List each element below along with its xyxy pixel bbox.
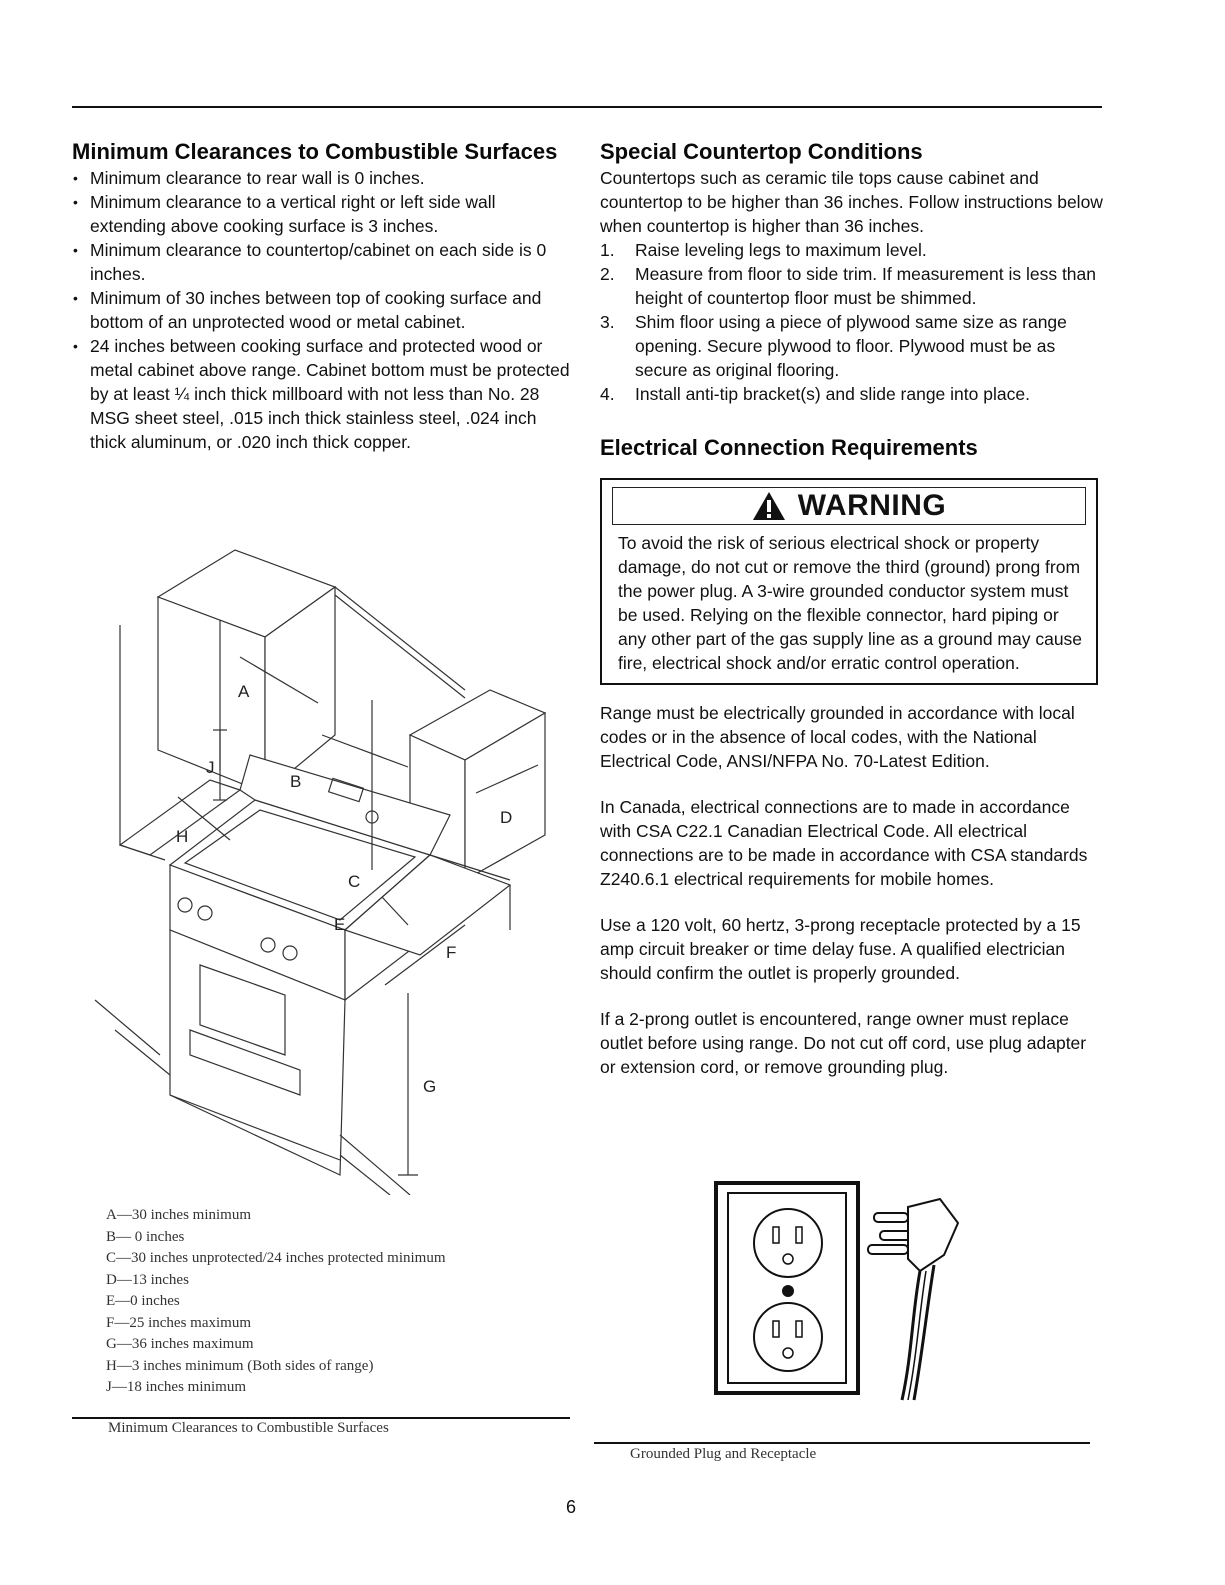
label-e: E — [334, 915, 346, 934]
canada-paragraph: In Canada, electrical connections are to made in accordance with CSA C22.1 Canadian Electrical Code. All electrical connections are to be made in accordance with CSA standards Z240.6.1 electrical requirements for mobile homes. — [600, 797, 1088, 889]
right-column — [600, 138, 1105, 1079]
electrical-heading: Electrical Connection Requirements — [600, 435, 978, 460]
list-item: • Minimum clearance to rear wall is 0 inches. — [72, 166, 572, 190]
step-text: Install anti-tip bracket(s) and slide range into place. — [635, 384, 1030, 404]
clearance-diagram — [90, 535, 560, 1195]
label-g: G — [423, 1077, 437, 1096]
list-item — [600, 310, 1105, 382]
label-h: H — [176, 827, 189, 846]
left-column — [72, 138, 572, 454]
legend-item: F—25 inches maximum — [106, 1314, 251, 1331]
warning-title: WARNING — [797, 489, 947, 522]
legend-item: D—13 inches — [106, 1271, 189, 1288]
clearances-list — [72, 166, 572, 454]
warning-banner — [612, 487, 1086, 525]
label-d: D — [500, 808, 513, 827]
clearance-caption: Minimum Clearances to Combustible Surfaces — [108, 1420, 389, 1436]
step-text: Raise leveling legs to maximum level. — [635, 240, 927, 260]
label-b: B — [290, 772, 302, 791]
legend-item: J—18 inches minimum — [106, 1379, 246, 1395]
list-item — [600, 238, 1105, 262]
plug-receptacle-figure — [712, 1175, 972, 1410]
warning-triangle-icon — [752, 491, 786, 521]
step-number: 3. — [600, 312, 615, 332]
top-rule — [72, 106, 1102, 108]
list-item — [600, 262, 1105, 310]
plug-caption: Grounded Plug and Receptacle — [630, 1446, 817, 1462]
countertop-heading: Special Countertop Conditions — [600, 139, 923, 164]
label-f: F — [446, 943, 457, 962]
list-item: • Minimum clearance to countertop/cabinet on each side is 0 inches. — [72, 238, 572, 286]
countertop-steps — [600, 238, 1105, 406]
two-prong-paragraph: If a 2-prong outlet is encountered, range owner must replace outlet before using range. Do not cut off cord, use plug adapter or extension cord, or remove grounding plug. — [600, 1009, 1087, 1077]
receptacle-paragraph: Use a 120 volt, 60 hertz, 3-prong receptacle protected by a 15 amp circuit breaker or time delay fuse. A qualified electrician should confirm the outlet is properly grounded. — [600, 915, 1081, 983]
page-number: 6 — [566, 1497, 577, 1517]
warning-box — [600, 478, 1098, 685]
clearance-legend — [106, 1205, 446, 1399]
list-item — [600, 382, 1105, 406]
warning-text: To avoid the risk of serious electrical shock or property damage, do not cut or remove the third (ground) prong from the power plug. A 3-wire grounded conductor system must be used. Relying on the flexible connector, hard piping or any other part of the gas supply line as a ground may cause fire, electrical shock and/or erratic control operation. — [618, 533, 1083, 673]
step-number: 2. — [600, 264, 615, 284]
legend-item: B— 0 inches — [106, 1228, 185, 1245]
step-number: 1. — [600, 240, 615, 260]
step-number: 4. — [600, 384, 615, 404]
legend-item: E—0 inches — [106, 1293, 180, 1309]
label-a: A — [238, 682, 250, 701]
list-item: • Minimum of 30 inches between top of cooking surface and bottom of an unprotected wood or metal cabinet. — [72, 286, 572, 334]
legend-item: G—36 inches maximum — [106, 1336, 254, 1352]
legend-item: H—3 inches minimum (Both sides of range) — [106, 1357, 374, 1374]
legend-item: C—30 inches unprotected/24 inches protected minimum — [106, 1250, 446, 1266]
list-item: • 24 inches between cooking surface and protected wood or metal cabinet above range. Cabinet bottom must be protected by at least ¼ inch thick millboard with not less than No. 28 MSG sheet steel, .015 inch thick stainless steel, .024 inch thick aluminum, or .020 inch thick copper. — [72, 334, 572, 454]
label-j: J — [206, 758, 215, 777]
three-prong-plug-icon — [868, 1199, 958, 1400]
countertop-intro: Countertops such as ceramic tile tops cause cabinet and countertop to be higher than 36 inches. Follow instructions below when countertop is higher than 36 inches. — [600, 168, 1103, 236]
clearances-heading: Minimum Clearances to Combustible Surfaces — [72, 139, 558, 164]
step-text: Shim floor using a piece of plywood same size as range opening. Secure plywood to floor. Plywood must be as secure as original flooring. — [635, 312, 1067, 380]
caption-rule-right — [594, 1442, 1090, 1444]
list-item: • Minimum clearance to a vertical right or left side wall extending above cooking surface is 3 inches. — [72, 190, 572, 238]
grounding-paragraph: Range must be electrically grounded in accordance with local codes or in the absence of local codes, with the National Electrical Code, ANSI/NFPA No. 70-Latest Edition. — [600, 703, 1075, 771]
grounded-receptacle-icon — [716, 1183, 858, 1393]
legend-item: A—30 inches minimum — [106, 1207, 251, 1223]
step-text: Measure from floor to side trim. If measurement is less than height of countertop floor must be shimmed. — [635, 264, 1096, 308]
caption-rule-left — [72, 1417, 570, 1419]
label-c: C — [348, 872, 361, 891]
